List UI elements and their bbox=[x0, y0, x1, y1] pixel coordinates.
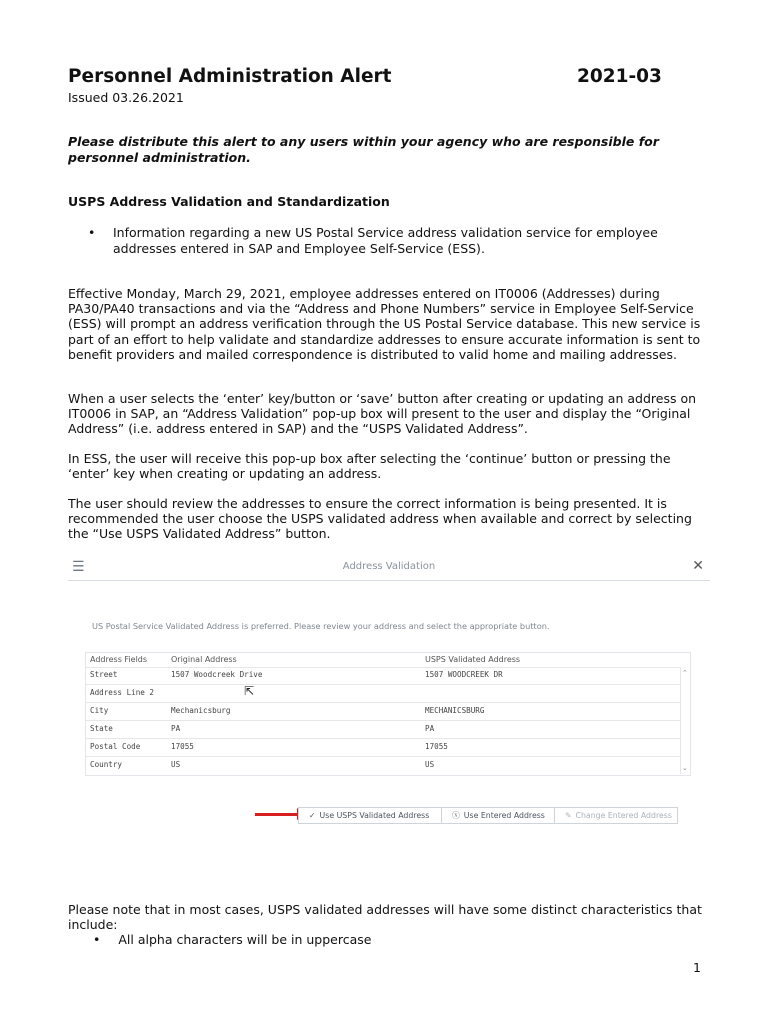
field-label: City bbox=[90, 706, 109, 715]
bullet-icon: • bbox=[93, 932, 101, 947]
page-number: 1 bbox=[693, 960, 701, 975]
bullet-icon: • bbox=[88, 225, 96, 240]
change-entered-address-button[interactable] bbox=[554, 807, 678, 824]
pencil-icon: ✎ bbox=[565, 811, 572, 820]
usps-value: 17055 bbox=[425, 742, 448, 751]
button-label: Change Entered Address bbox=[575, 811, 672, 820]
field-label: State bbox=[90, 724, 113, 733]
paragraph-effective: Effective Monday, March 29, 2021, employee addresses entered on IT0006 (Addresses) during PA30/PA40 transactions and via the “Address and Phone Numbers” service in Employee Self-Service (ESS) will prompt an address verification through the US Postal Service database. This new service is part of an effort to help validate and standardize addresses to ensure accurate information is sent to benefit providers and mailed correspondence is distributed to valid home and mailing addresses. bbox=[68, 286, 701, 362]
usps-value: 1507 WOODCREEK DR bbox=[425, 670, 503, 679]
document-title: Personnel Administration Alert bbox=[68, 66, 392, 87]
original-value: US bbox=[171, 760, 181, 769]
table-header bbox=[86, 653, 680, 668]
table-scrollbar[interactable] bbox=[680, 667, 690, 774]
scroll-down-icon[interactable]: ⌄ bbox=[682, 764, 688, 772]
intro-bullet-text: Information regarding a new US Postal Service address validation service for employee addresses entered in SAP and Employee Self-Service (ESS). bbox=[113, 225, 658, 256]
address-validation-dialog bbox=[68, 556, 710, 831]
checkmark-icon: ✓ bbox=[309, 811, 316, 820]
hamburger-menu-icon[interactable]: ☰ bbox=[72, 559, 85, 575]
button-label: Use USPS Validated Address bbox=[319, 811, 430, 820]
paragraph-sap: When a user selects the ‘enter’ key/button or ‘save’ button after creating or updating an address on IT0006 in SAP, an “Address Validation” pop-up box will present to the user and display the “Original Address” (i.e. address entered in SAP) and the “USPS Validated Address”. bbox=[68, 391, 697, 437]
field-label: Street bbox=[90, 670, 118, 679]
original-value: PA bbox=[171, 724, 181, 733]
use-entered-address-button[interactable] bbox=[441, 807, 555, 824]
table-row bbox=[86, 667, 680, 685]
column-header: USPS Validated Address bbox=[425, 655, 521, 664]
address-table bbox=[85, 652, 691, 776]
paragraph-ess: In ESS, the user will receive this pop-up box after selecting the ‘continue’ button or pressing the ‘enter’ key when creating or updating an address. bbox=[68, 451, 671, 482]
usps-value: MECHANICSBURG bbox=[425, 706, 485, 715]
usps-value: US bbox=[425, 760, 435, 769]
original-value: 1507 Woodcreek Drive bbox=[171, 670, 263, 679]
original-value: 17055 bbox=[171, 742, 194, 751]
paragraph-review: The user should review the addresses to ensure the correct information is being presented. It is recommended the user choose the USPS validated address when available and correct by selecting the “Use USPS Validated Address” button. bbox=[68, 496, 692, 542]
table-row bbox=[86, 721, 680, 739]
paragraph-characteristics: Please note that in most cases, USPS validated addresses will have some distinct characteristics that include: bbox=[68, 902, 702, 933]
dialog-message: US Postal Service Validated Address is preferred. Please review your address and select the appropriate button. bbox=[92, 621, 550, 631]
dialog-title-bar bbox=[68, 556, 710, 581]
scroll-up-icon[interactable]: ⌃ bbox=[682, 669, 688, 677]
red-arrow-shaft bbox=[255, 813, 301, 816]
table-row bbox=[86, 739, 680, 757]
uppercase-bullet bbox=[93, 932, 371, 948]
button-label: Use Entered Address bbox=[463, 811, 545, 820]
usps-value: PA bbox=[425, 724, 435, 733]
uppercase-bullet-text: All alpha characters will be in uppercase bbox=[118, 932, 372, 947]
field-label: Country bbox=[90, 760, 123, 769]
alert-code: 2021-03 bbox=[577, 66, 662, 87]
dialog-title: Address Validation bbox=[342, 561, 436, 572]
intro-bullet bbox=[88, 225, 688, 257]
issued-date: Issued 03.26.2021 bbox=[68, 90, 184, 105]
column-header: Original Address bbox=[171, 655, 237, 664]
section-title: USPS Address Validation and Standardization bbox=[68, 194, 390, 209]
distribution-notice: Please distribute this alert to any users within your agency who are responsible for personnel administration. bbox=[68, 134, 659, 165]
field-label: Address Line 2 bbox=[90, 688, 155, 697]
close-icon[interactable]: ✕ bbox=[692, 558, 704, 574]
circle-x-icon: ⓧ bbox=[452, 811, 460, 820]
field-label: Postal Code bbox=[90, 742, 141, 751]
column-header: Address Fields bbox=[90, 655, 148, 664]
table-row bbox=[86, 757, 680, 774]
mouse-cursor-icon: ⇱ bbox=[244, 684, 255, 698]
use-usps-validated-address-button[interactable] bbox=[298, 807, 442, 824]
original-value: Mechanicsburg bbox=[171, 706, 231, 715]
table-row bbox=[86, 685, 680, 703]
table-row bbox=[86, 703, 680, 721]
